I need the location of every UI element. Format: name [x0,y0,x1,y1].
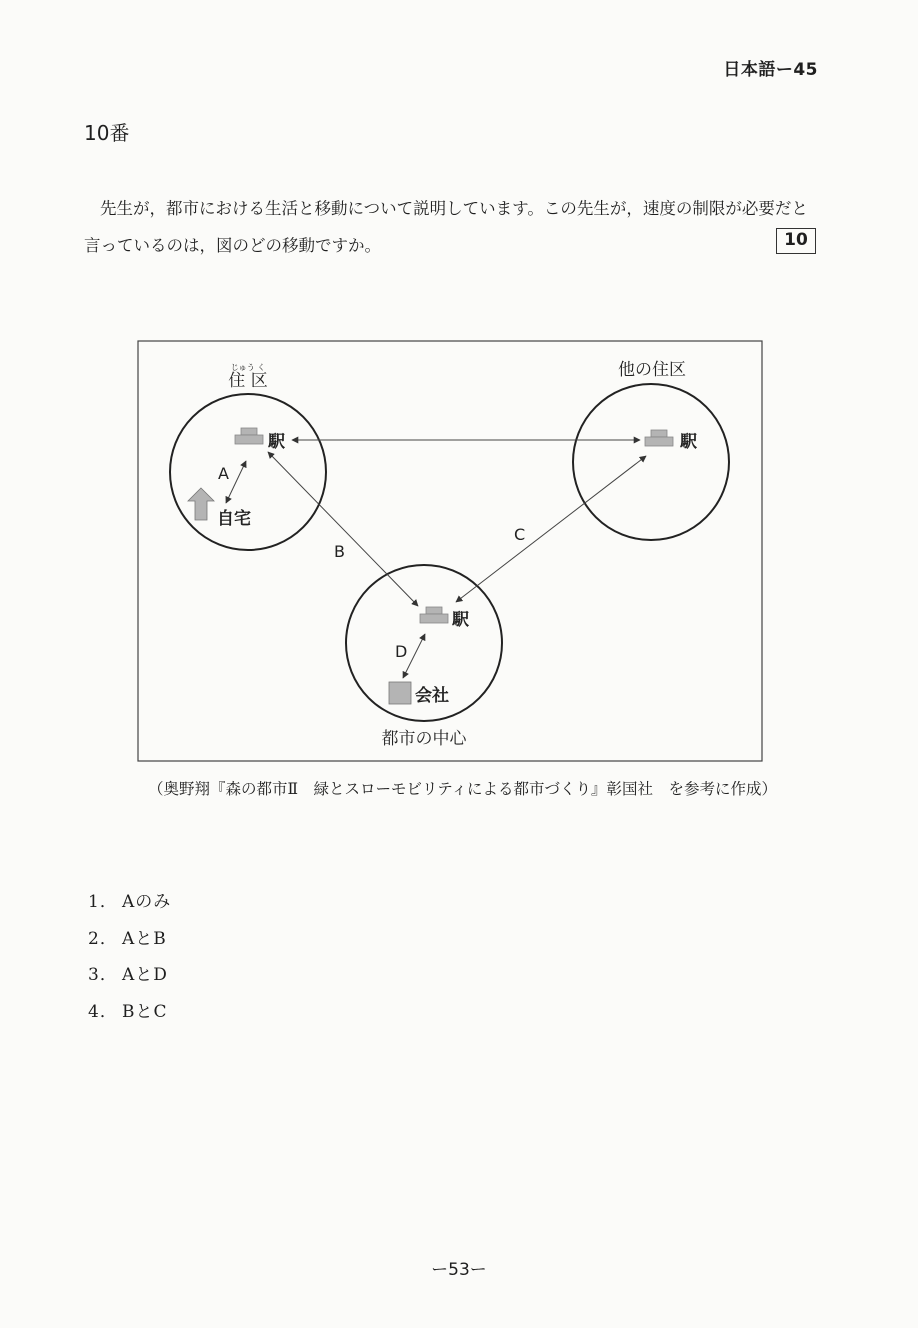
choice-text: Aのみ [122,892,172,912]
choice-item [88,957,171,994]
answer-choices [88,884,171,1030]
choice-number: 1． [88,892,118,912]
question-text: 先生が，都市における生活と移動について説明しています。この先生が，速度の制限が必要だと言っているのは，図のどの移動ですか。 [84,199,808,255]
station-icon [645,430,673,446]
route-label-c: C [514,525,526,544]
route-line-b [268,452,418,606]
choice-text: AとD [122,965,168,985]
route-line-c [456,456,646,602]
choice-text: BとC [122,1001,168,1022]
choice-number: 4． [88,1001,118,1022]
choice-item [88,921,171,958]
station-label: 駅 [680,432,697,452]
route-label-d: D [395,642,408,661]
city-center-label: 都市の中心 [381,729,467,749]
figure-frame [138,341,762,761]
route-label-a: A [218,464,229,483]
station-label: 駅 [452,610,469,630]
residential-area-label: 住 区 [228,371,268,391]
route-label-b: B [334,542,345,561]
home-label: 自宅 [217,509,251,529]
office-label: 会社 [415,686,449,706]
question-number: 10番 [84,121,130,145]
choice-number: 2． [88,928,118,949]
home-icon [188,488,214,520]
station-label: 駅 [268,432,285,452]
figure-source-caption: （奥野翔『森の都市Ⅱ 緑とスローモビリティによる都市づくり』彰国社 を参考に作成） [148,780,777,798]
other-area-label: 他の住区 [618,360,686,380]
residential-area-ruby: じゅう く [230,363,266,372]
choice-text: AとB [122,928,167,949]
station-icon [235,428,263,444]
route-line-a [226,461,246,503]
page-number: ー53ー [431,1260,487,1280]
answer-number-box: 10 [776,228,816,254]
choice-number: 3． [88,965,118,985]
choice-item [88,884,171,921]
office-icon [389,682,411,704]
page-header: 日本語ー45 [723,60,818,80]
station-icon [420,607,448,623]
other-area-circle [573,384,729,540]
choice-item [88,994,171,1031]
